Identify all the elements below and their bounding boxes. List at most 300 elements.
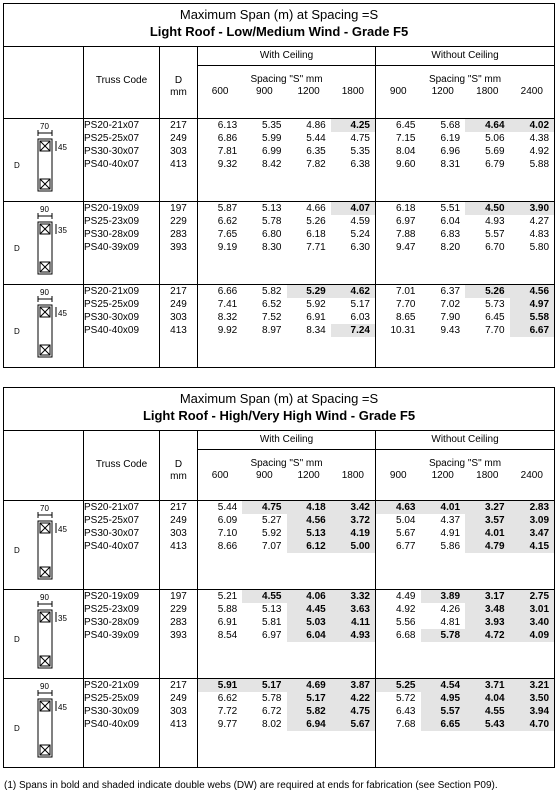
spacing-col-2: 1800 [476, 470, 499, 481]
with-ceiling-spans [198, 119, 376, 202]
chord-depth-label: 35 [58, 614, 67, 623]
span-value: 9.47 [396, 242, 416, 253]
span-value: 7.70 [396, 299, 416, 310]
span-value: 3.94 [510, 705, 555, 718]
span-value: 7.72 [217, 706, 238, 717]
spacing-col-3: 2400 [520, 470, 543, 481]
truss-code: PS25-25x07 [84, 133, 140, 144]
span-value: 5.35 [350, 146, 370, 157]
span-value: 6.66 [217, 286, 238, 297]
spacing-col-3: 1800 [341, 86, 364, 97]
truss-group [4, 285, 555, 368]
truss-cross-section-icon [4, 590, 84, 678]
span-row [376, 158, 554, 171]
span-value: 4.09 [510, 629, 555, 642]
span-value: 4.69 [287, 679, 331, 692]
span-value: 4.27 [529, 216, 550, 227]
depth-header-label: D [174, 459, 183, 470]
span-value: 3.27 [465, 501, 510, 514]
with-ceiling-spans [198, 679, 376, 768]
truss-depth: 413 [170, 541, 187, 552]
span-row [376, 501, 554, 514]
span-value: 6.91 [217, 617, 238, 628]
truss-codes [84, 285, 160, 368]
truss-depth: 197 [170, 203, 187, 214]
span-value: 6.09 [217, 515, 238, 526]
truss-depths [160, 679, 198, 768]
truss-code: PS40-40x09 [84, 325, 140, 336]
spacing-columns [376, 470, 554, 482]
span-value: 5.72 [396, 693, 416, 704]
span-value: 5.13 [287, 527, 331, 540]
span-value: 5.27 [262, 515, 282, 526]
truss-depth: 197 [170, 591, 187, 602]
span-value: 5.87 [217, 203, 238, 214]
span-value: 5.67 [396, 528, 416, 539]
span-row [198, 718, 375, 731]
span-row [198, 705, 375, 718]
overall-depth-label: D [14, 244, 20, 253]
truss-depth: 303 [170, 706, 187, 717]
table-title [4, 4, 555, 47]
span-value: 3.63 [331, 603, 375, 616]
truss-code: PS40-39x09 [84, 242, 140, 253]
truss-code: PS20-21x07 [84, 120, 140, 131]
span-value: 4.92 [529, 146, 550, 157]
span-row [376, 228, 554, 241]
span-row [376, 692, 554, 705]
span-value: 6.18 [396, 203, 416, 214]
with-ceiling-label: With Ceiling [198, 47, 375, 66]
span-value: 3.87 [331, 679, 375, 692]
span-value: 5.68 [440, 120, 461, 131]
truss-code: PS20-19x09 [84, 591, 140, 602]
truss-code: PS40-40x07 [84, 541, 140, 552]
truss-section-diagram [4, 501, 84, 590]
with-ceiling-header [198, 47, 376, 119]
span-value: 5.44 [217, 502, 238, 513]
span-value: 3.32 [331, 590, 375, 603]
span-value: 7.82 [306, 159, 326, 170]
truss-section-diagram [4, 119, 84, 202]
truss-code: PS30-28x09 [84, 617, 140, 628]
span-value: 7.10 [217, 528, 238, 539]
span-value: 7.15 [396, 133, 416, 144]
title-line-1: Maximum Span (m) at Spacing =S [179, 7, 379, 22]
span-row [198, 692, 375, 705]
truss-depth: 283 [170, 229, 187, 240]
span-row [198, 324, 375, 337]
span-value: 6.62 [217, 693, 238, 704]
truss-depth: 217 [170, 502, 187, 513]
span-value: 5.04 [396, 515, 416, 526]
span-value: 6.30 [350, 242, 370, 253]
span-row [198, 540, 375, 553]
span-value: 5.73 [485, 299, 505, 310]
span-value: 7.24 [331, 324, 375, 337]
header-diagram-cell [4, 431, 84, 501]
truss-group [4, 202, 555, 285]
span-value: 5.92 [306, 299, 326, 310]
truss-codes [84, 679, 160, 768]
span-value: 5.17 [350, 299, 370, 310]
truss-section-diagram [4, 679, 84, 768]
span-value: 8.34 [306, 325, 326, 336]
span-value: 8.66 [217, 541, 238, 552]
truss-code: PS25-25x07 [84, 515, 140, 526]
span-value: 6.18 [306, 229, 326, 240]
spacing-col-0: 900 [389, 470, 407, 481]
width-label: 90 [40, 288, 49, 297]
spacing-col-1: 900 [256, 86, 273, 97]
truss-depth: 393 [170, 242, 187, 253]
span-value: 4.55 [242, 590, 286, 603]
span-row [198, 603, 375, 616]
chord-depth-label: 45 [58, 703, 67, 712]
span-value: 7.88 [396, 229, 416, 240]
span-value: 5.91 [198, 679, 242, 692]
span-value: 4.83 [529, 229, 550, 240]
title-line-1: Maximum Span (m) at Spacing =S [179, 391, 379, 406]
span-value: 5.82 [262, 286, 282, 297]
truss-code-header: Truss Code [84, 47, 160, 119]
span-row [376, 119, 554, 132]
truss-codes [84, 202, 160, 285]
span-value: 2.83 [510, 501, 555, 514]
span-row [376, 718, 554, 731]
span-row [198, 119, 375, 132]
span-row [376, 215, 554, 228]
without-ceiling-spans [376, 119, 555, 202]
span-value: 5.21 [217, 591, 238, 602]
span-value: 5.13 [262, 203, 282, 214]
truss-depths [160, 202, 198, 285]
span-value: 8.20 [440, 242, 461, 253]
span-value: 4.11 [331, 616, 375, 629]
truss-depth: 303 [170, 312, 187, 323]
span-value: 10.31 [390, 325, 416, 336]
span-value: 4.01 [465, 527, 510, 540]
span-row [376, 285, 554, 298]
span-value: 5.57 [485, 229, 505, 240]
span-row [376, 298, 554, 311]
span-row [376, 629, 554, 642]
spacing-col-1: 1200 [431, 470, 454, 481]
without-ceiling-spans [376, 590, 555, 679]
span-value: 4.56 [287, 514, 331, 527]
span-value: 5.88 [217, 604, 238, 615]
truss-group [4, 590, 555, 679]
span-value: 4.56 [510, 285, 555, 298]
width-label: 90 [40, 682, 49, 691]
span-value: 5.03 [287, 616, 331, 629]
span-value: 4.75 [331, 705, 375, 718]
width-label: 90 [40, 593, 49, 602]
truss-cross-section-icon [4, 501, 84, 589]
span-value: 4.54 [421, 679, 466, 692]
truss-depths [160, 501, 198, 590]
span-value: 6.43 [396, 706, 416, 717]
span-value: 4.06 [287, 590, 331, 603]
span-row [376, 590, 554, 603]
truss-depth: 217 [170, 680, 187, 691]
spacing-columns [376, 86, 554, 98]
truss-codes [84, 590, 160, 679]
span-value: 4.95 [421, 692, 466, 705]
span-value: 6.04 [287, 629, 331, 642]
span-value: 5.35 [262, 120, 282, 131]
span-value: 6.96 [440, 146, 461, 157]
span-value: 4.01 [421, 501, 466, 514]
span-row [198, 241, 375, 254]
span-row [376, 145, 554, 158]
span-value: 4.37 [440, 515, 461, 526]
span-row [198, 616, 375, 629]
spacing-col-2: 1200 [297, 86, 320, 97]
span-value: 5.92 [262, 528, 282, 539]
with-ceiling-spans [198, 285, 376, 368]
with-ceiling-label: With Ceiling [198, 431, 375, 450]
span-value: 3.42 [331, 501, 375, 514]
truss-code: PS40-40x09 [84, 719, 140, 730]
truss-cross-section-icon [4, 202, 84, 284]
span-value: 6.52 [262, 299, 282, 310]
span-row [198, 145, 375, 158]
span-value: 4.91 [440, 528, 461, 539]
truss-depth: 283 [170, 617, 187, 628]
span-row [376, 616, 554, 629]
with-ceiling-spans [198, 202, 376, 285]
span-value: 6.67 [510, 324, 555, 337]
depth-header [160, 431, 198, 501]
span-value: 4.04 [465, 692, 510, 705]
span-value: 5.99 [262, 133, 282, 144]
span-value: 5.17 [242, 679, 286, 692]
span-value: 5.51 [440, 203, 461, 214]
truss-code: PS20-19x09 [84, 203, 140, 214]
span-value: 4.02 [510, 119, 555, 132]
span-value: 7.81 [217, 146, 238, 157]
spacing-columns [198, 86, 375, 98]
span-row [376, 679, 554, 692]
without-ceiling-spans [376, 501, 555, 590]
span-value: 5.78 [262, 693, 282, 704]
span-value: 4.59 [350, 216, 370, 227]
span-value: 7.65 [217, 229, 238, 240]
span-value: 2.75 [510, 590, 555, 603]
span-value: 3.01 [510, 603, 555, 616]
truss-codes [84, 119, 160, 202]
spacing-col-2: 1800 [476, 86, 499, 97]
truss-code: PS30-30x07 [84, 528, 140, 539]
overall-depth-label: D [14, 635, 20, 644]
span-value: 9.77 [217, 719, 238, 730]
spacing-col-0: 600 [211, 86, 229, 97]
span-value: 7.68 [396, 719, 416, 730]
span-value: 4.75 [242, 501, 286, 514]
span-value: 3.57 [465, 514, 510, 527]
span-value: 8.42 [262, 159, 282, 170]
span-value: 8.32 [217, 312, 238, 323]
span-value: 6.37 [440, 286, 461, 297]
spacing-col-3: 1800 [341, 470, 364, 481]
span-row [198, 202, 375, 215]
spacing-label: Spacing "S" mm [250, 74, 323, 85]
without-ceiling-spans [376, 202, 555, 285]
span-value: 5.58 [510, 311, 555, 324]
truss-depths [160, 119, 198, 202]
span-value: 4.19 [331, 527, 375, 540]
spacing-label: Spacing "S" mm [428, 458, 502, 469]
span-value: 3.48 [465, 603, 510, 616]
truss-section-diagram [4, 285, 84, 368]
span-value: 9.43 [440, 325, 461, 336]
span-row [376, 705, 554, 718]
span-value: 6.35 [306, 146, 326, 157]
truss-group [4, 679, 555, 768]
span-value: 9.19 [217, 242, 238, 253]
span-row [376, 514, 554, 527]
span-value: 3.21 [510, 679, 555, 692]
truss-depth: 217 [170, 120, 187, 131]
truss-depth: 249 [170, 515, 187, 526]
span-value: 6.91 [306, 312, 326, 323]
span-value: 9.32 [217, 159, 238, 170]
span-value: 4.86 [306, 120, 326, 131]
span-value: 5.80 [529, 242, 550, 253]
spacing-col-3: 2400 [520, 86, 543, 97]
span-value: 8.65 [396, 312, 416, 323]
span-value: 4.15 [510, 540, 555, 553]
span-value: 4.55 [465, 705, 510, 718]
span-row [376, 527, 554, 540]
span-row [376, 603, 554, 616]
span-value: 5.13 [262, 604, 282, 615]
span-value: 5.43 [465, 718, 510, 731]
truss-depth: 413 [170, 159, 187, 170]
depth-header-unit: mm [170, 87, 187, 98]
span-row [376, 311, 554, 324]
span-value: 5.86 [440, 541, 461, 552]
truss-section-diagram [4, 590, 84, 679]
span-value: 5.06 [485, 133, 505, 144]
span-value: 8.30 [262, 242, 282, 253]
spacing-label: Spacing "S" mm [250, 458, 323, 469]
span-value: 9.92 [217, 325, 238, 336]
truss-depth: 303 [170, 528, 187, 539]
span-value: 6.68 [396, 630, 416, 641]
overall-depth-label: D [14, 724, 20, 733]
header-diagram-cell [4, 47, 84, 119]
span-value: 5.44 [306, 133, 326, 144]
chord-depth-label: 45 [58, 309, 67, 318]
width-label: 90 [40, 205, 49, 214]
depth-header-label: D [174, 75, 183, 86]
span-value: 5.81 [262, 617, 282, 628]
span-value: 8.04 [396, 146, 416, 157]
span-value: 6.72 [262, 706, 282, 717]
span-value: 6.97 [396, 216, 416, 227]
chord-depth-label: 35 [58, 226, 67, 235]
without-ceiling-spans [376, 679, 555, 768]
span-value: 6.62 [217, 216, 238, 227]
span-value: 5.26 [306, 216, 326, 227]
width-label: 70 [40, 122, 49, 131]
without-ceiling-label: Without Ceiling [376, 431, 554, 450]
span-value: 3.71 [465, 679, 510, 692]
footnote: (1) Spans in bold and shaded indicate double webs (DW) are required at ends for fabrication (see Section P09). [4, 780, 498, 791]
truss-code: PS30-30x09 [84, 706, 140, 717]
truss-code-header: Truss Code [84, 431, 160, 501]
with-ceiling-spans [198, 590, 376, 679]
span-value: 6.83 [440, 229, 461, 240]
span-value: 3.47 [510, 527, 555, 540]
truss-depth: 249 [170, 133, 187, 144]
span-value: 6.86 [217, 133, 238, 144]
span-value: 5.82 [287, 705, 331, 718]
span-value: 4.93 [331, 629, 375, 642]
span-row [198, 501, 375, 514]
truss-depth: 229 [170, 216, 187, 227]
span-table [3, 3, 555, 368]
chord-depth-label: 45 [58, 525, 67, 534]
span-value: 7.41 [217, 299, 238, 310]
truss-depth: 413 [170, 719, 187, 730]
span-row [376, 132, 554, 145]
truss-depth: 303 [170, 146, 187, 157]
span-value: 5.17 [287, 692, 331, 705]
spacing-label: Spacing "S" mm [428, 74, 502, 85]
without-ceiling-label: Without Ceiling [376, 47, 554, 66]
span-value: 4.45 [287, 603, 331, 616]
span-row [198, 311, 375, 324]
depth-header [160, 47, 198, 119]
span-value: 4.63 [376, 501, 421, 514]
span-value: 4.26 [440, 604, 461, 615]
span-value: 4.93 [485, 216, 505, 227]
span-value: 6.94 [287, 718, 331, 731]
truss-code: PS25-25x09 [84, 299, 140, 310]
span-value: 5.29 [287, 285, 331, 298]
spacing-col-0: 900 [389, 86, 407, 97]
span-value: 6.04 [440, 216, 461, 227]
span-value: 4.49 [396, 591, 416, 602]
span-value: 3.50 [510, 692, 555, 705]
span-value: 5.26 [465, 285, 510, 298]
title-line-2: Light Roof - High/Very High Wind - Grade F5 [142, 408, 416, 423]
span-row [376, 202, 554, 215]
span-value: 6.65 [421, 718, 466, 731]
span-value: 5.78 [421, 629, 466, 642]
span-value: 6.13 [217, 120, 238, 131]
truss-cross-section-icon [4, 285, 84, 367]
with-ceiling-spans [198, 501, 376, 590]
overall-depth-label: D [14, 327, 20, 336]
truss-group [4, 119, 555, 202]
span-value: 6.19 [440, 133, 461, 144]
span-row [198, 514, 375, 527]
without-ceiling-header [376, 47, 555, 119]
span-value: 8.97 [262, 325, 282, 336]
span-value: 5.56 [396, 617, 416, 628]
span-value: 6.99 [262, 146, 282, 157]
span-value: 6.38 [350, 159, 370, 170]
span-value: 4.81 [440, 617, 461, 628]
truss-group [4, 501, 555, 590]
depth-header-unit: mm [170, 471, 187, 482]
truss-code: PS30-28x09 [84, 229, 140, 240]
span-value: 4.70 [510, 718, 555, 731]
